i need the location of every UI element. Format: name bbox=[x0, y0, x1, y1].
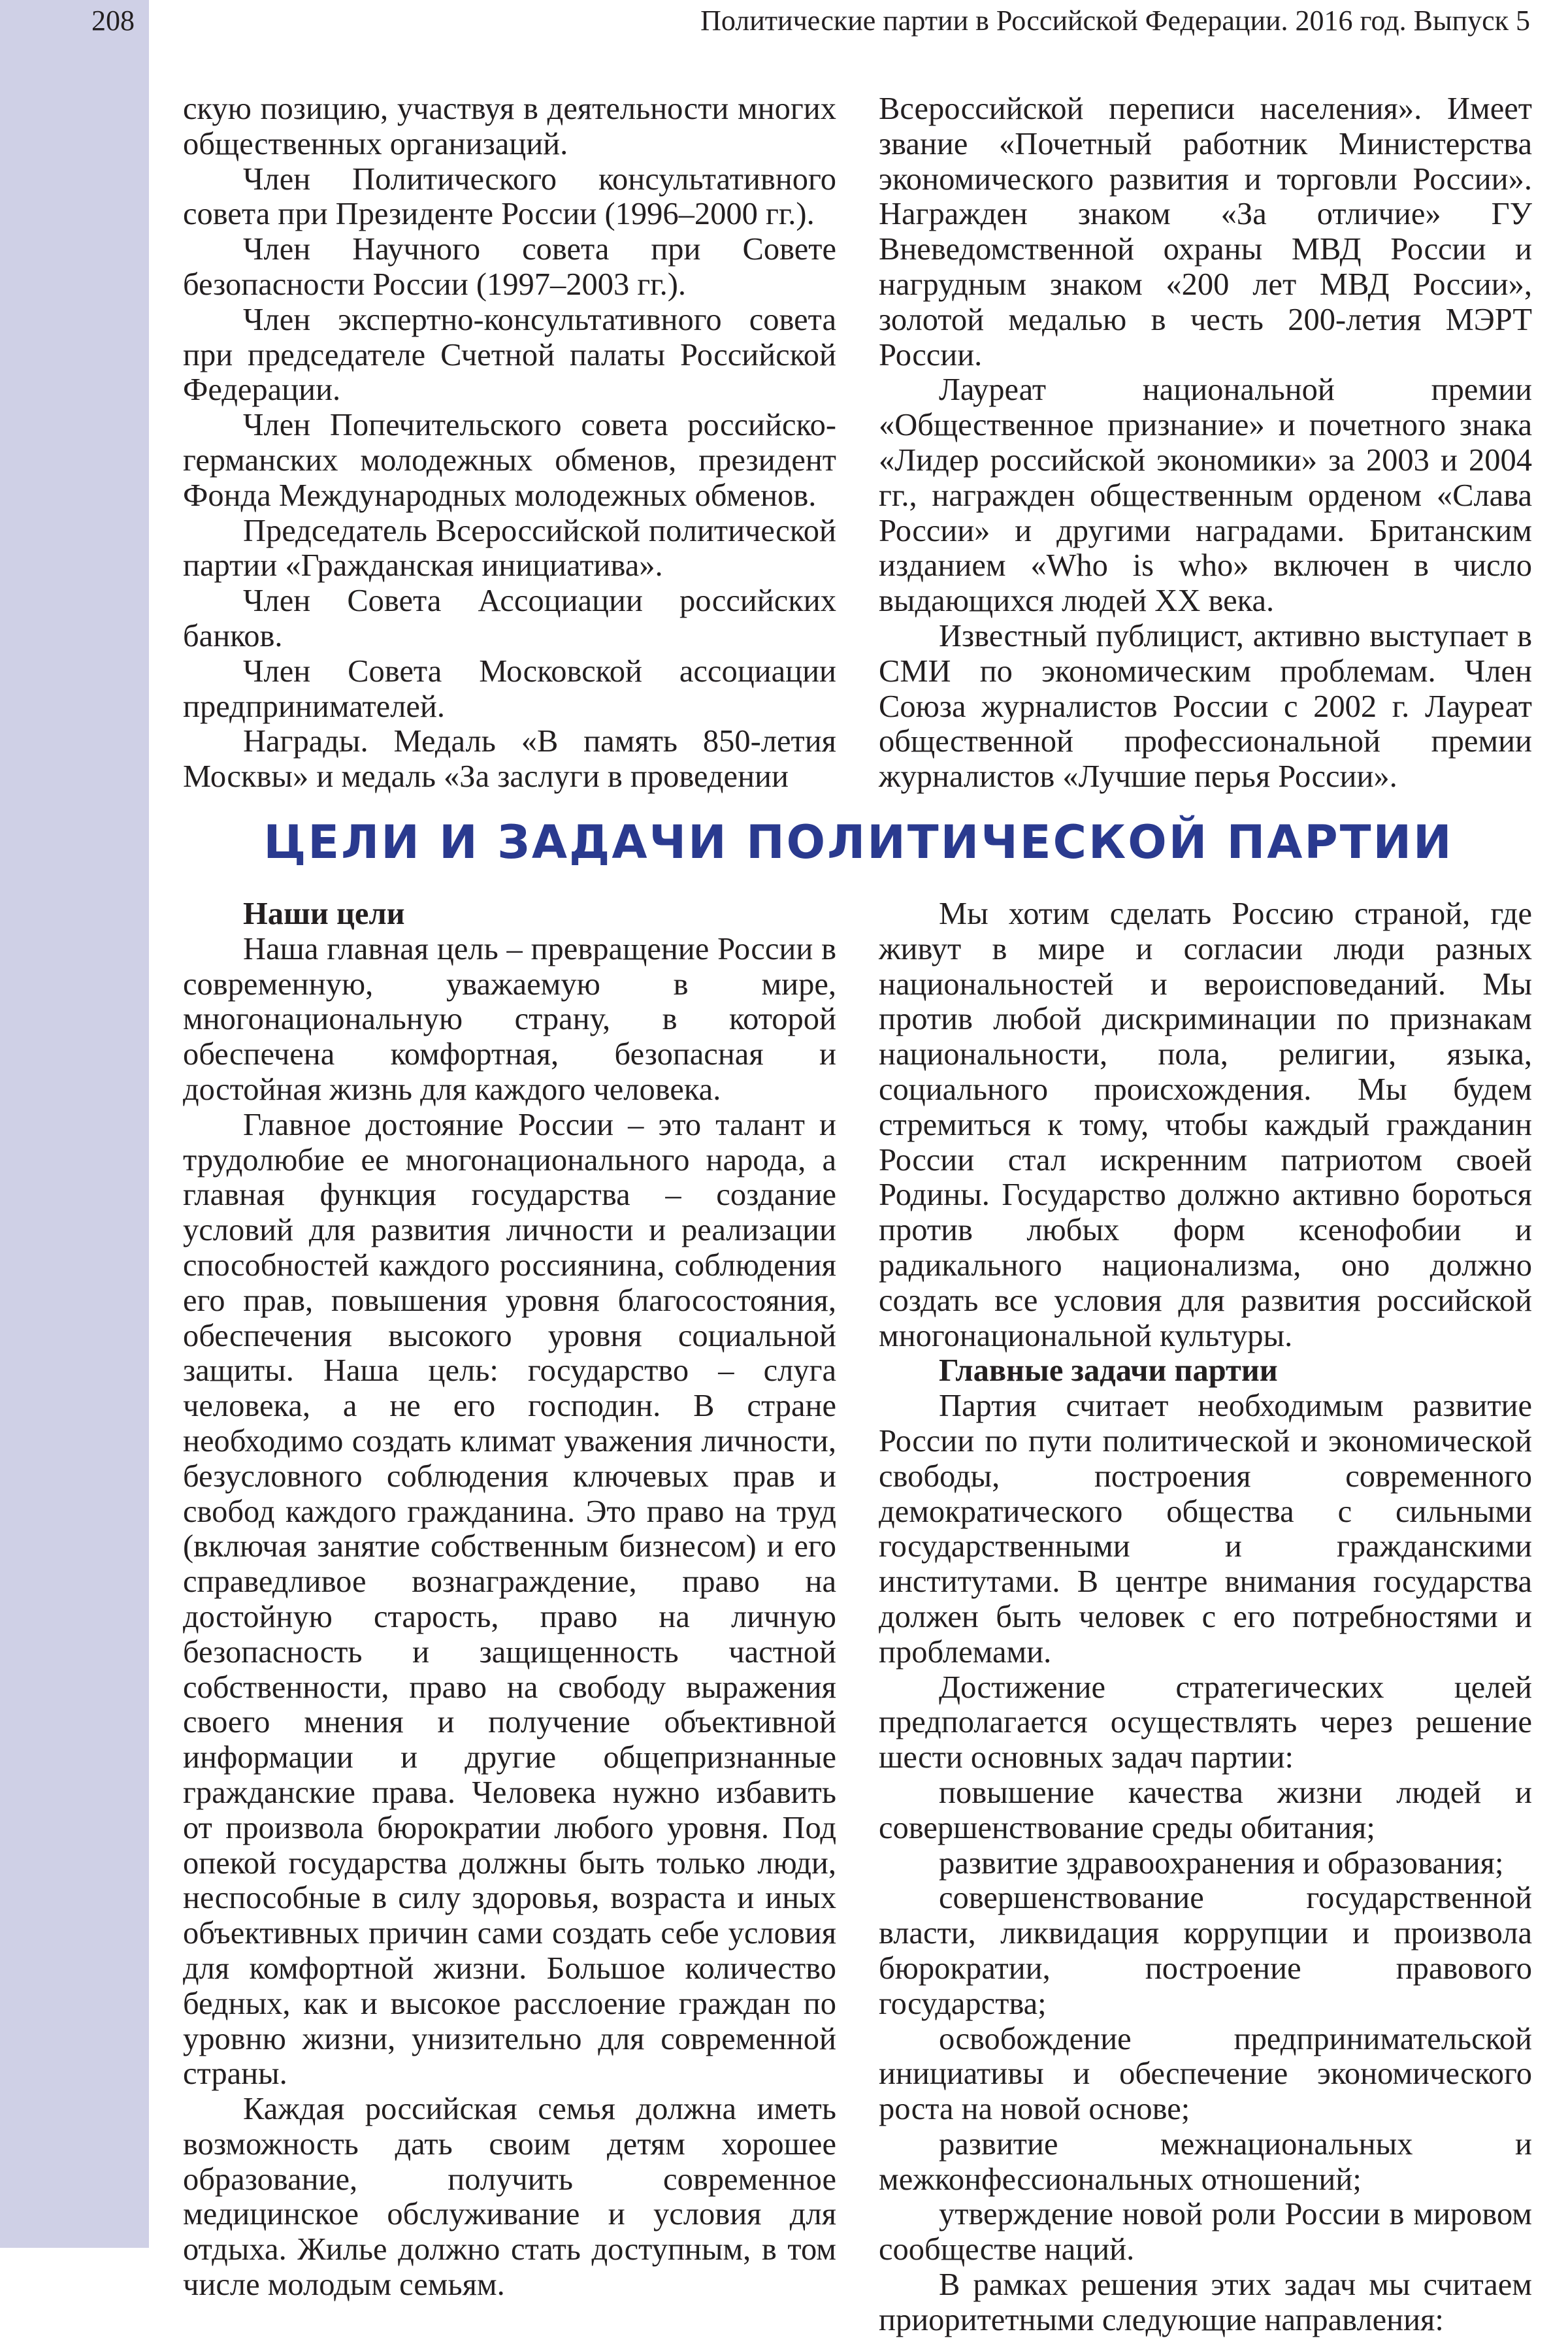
paragraph: Член Научного совета при Совете безопасности России (1997–2003 гг.). bbox=[183, 232, 836, 302]
paragraph: Наша главная цель – превращение России в современную, уважаемую в мире, многонациональную страну, в которой обеспечена комфортная, безопасная и достойная жизнь для каждого человека. bbox=[183, 931, 836, 1107]
paragraph: Член Совета Ассоциации российских банков. bbox=[183, 584, 836, 653]
page-header bbox=[0, 0, 1568, 42]
paragraph: Награды. Медаль «В память 850-летия Москвы» и медаль «За заслуги в проведении bbox=[183, 724, 836, 795]
paragraph: В рамках решения этих задач мы считаем приоритетными следующие направления: bbox=[879, 2267, 1532, 2337]
running-title: Политические партии в Российской Федерации. 2016 год. Выпуск 5 bbox=[700, 5, 1530, 37]
subheading-goals: Наши цели bbox=[243, 897, 405, 931]
margin-band bbox=[0, 0, 149, 2248]
list-item: утверждение новой роли России в мировом сообществе наций. bbox=[879, 2197, 1532, 2267]
paragraph: Каждая российская семья должна иметь возможность дать своим детям хорошее образование, получить современное медицинское обслуживание и условия для отдыха. Жилье должно стать доступным, в том числе молодым семьям. bbox=[183, 2092, 836, 2303]
list-item: развитие здравоохранения и образования; bbox=[939, 1845, 1504, 1881]
subheading-tasks: Главные задачи партии bbox=[939, 1353, 1278, 1389]
column-bottom-right bbox=[879, 897, 1532, 2338]
paragraph: Член Политического консультативного совета при Президенте России (1996–2000 гг.). bbox=[183, 161, 836, 232]
section-heading: ЦЕЛИ И ЗАДАЧИ ПОЛИТИЧЕСКОЙ ПАРТИИ bbox=[263, 815, 1454, 869]
paragraph: Известный публицист, активно выступает в СМИ по экономическим проблемам. Член Союза журналистов России с 2002 г. Лауреат общественной профессиональной премии журналистов «Лучшие перья России». bbox=[879, 618, 1532, 795]
paragraph: Главное достояние России – это талант и трудолюбие ее многонационального народа, а главная функция государства – создание условий для развития личности и реализации способностей каждого россиянина, соблюдения его прав, повышения уровня благосостояния, обеспечения высокого уровня социальной защиты. Наша цель: государство – слуга человека, а не его господин. В стране необходимо создать климат уважения личности, безусловного соблюдения ключевых прав и свобод каждого гражданина. Это право на труд (включая занятие собственным бизнесом) и его справедливое вознаграждение, право на достойную старость, право на личную безопасность и защищенность частной собственности, право на свободу выражения своего мнения и получение объективной информации и другие общепризнанные гражданские права. Человека нужно избавить от произвола бюрократии любого уровня. Под опекой государства должны быть только люди, неспособные в силу здоровья, возраста и иных объективных причин сами создать себе условия для комфортной жизни. Большое количество бедных, как и высокое расслоение граждан по уровню жизни, унизительно для современной страны. bbox=[183, 1107, 836, 2092]
page-number: 208 bbox=[91, 5, 135, 37]
paragraph: Партия считает необходимым развитие России по пути политической и экономической свободы, построения современного демократического общества с сильными государственными и гражданскими институтами. В центре внимания государства должен быть человек с его потребностями и проблемами. bbox=[879, 1389, 1532, 1670]
paragraph: Мы хотим сделать Россию страной, где живут в мире и согласии люди разных национальностей и вероисповеданий. Мы против любой дискриминации по признакам национальности, пола, религии, языка, социального происхождения. Мы будем стремиться к тому, чтобы каждый гражданин России стал искренним патриотом своей Родины. Государство должно активно бороться против любых форм ксенофобии и радикального национализма, оно должно создать все условия для развития российской многонациональной культуры. bbox=[879, 897, 1532, 1353]
paragraph: Лауреат национальной премии «Общественное признание» и почетного знака «Лидер российской экономики» за 2003 и 2004 гг., награжден общественным орденом «Слава России» и другими наградами. Британским изданием «Who is who» включен в число выдающихся людей XX века. bbox=[879, 372, 1532, 619]
column-top-right bbox=[879, 91, 1532, 795]
paragraph: Член Совета Московской ассоциации предпринимателей. bbox=[183, 653, 836, 724]
list-item: развитие межнациональных и межконфессиональных отношений; bbox=[879, 2126, 1532, 2197]
column-top-left bbox=[183, 91, 836, 795]
list-item: освобождение предпринимательской инициативы и обеспечение экономического роста на новой основе; bbox=[879, 2021, 1532, 2127]
list-item: совершенствование государственной власти, ликвидация коррупции и произвола бюрократии, построение правового государства; bbox=[879, 1881, 1532, 2021]
paragraph: Член экспертно-консультативного совета при председателе Счетной палаты Российской Федерации. bbox=[183, 302, 836, 408]
paragraph: Председатель Всероссийской политической партии «Гражданская инициатива». bbox=[183, 513, 836, 584]
paragraph: Достижение стратегических целей предполагается осуществлять через решение шести основных задач партии: bbox=[879, 1670, 1532, 1775]
list-item: повышение качества жизни людей и совершенствование среды обитания; bbox=[879, 1775, 1532, 1845]
paragraph: скую позицию, участвуя в деятельности многих общественных организаций. bbox=[183, 91, 836, 161]
paragraph: Всероссийской переписи населения». Имеет звание «Почетный работник Министерства экономического развития и торговли России». Награжден знаком «За отличие» ГУ Вневедомственной охраны МВД России и нагрудным знаком «200 лет МВД России», золотой медалью в честь 200-летия МЭРТ России. bbox=[879, 91, 1532, 372]
column-bottom-left bbox=[183, 897, 836, 2303]
paragraph: Член Попечительского совета российско-германских молодежных обменов, президент Фонда Международных молодежных обменов. bbox=[183, 408, 836, 513]
